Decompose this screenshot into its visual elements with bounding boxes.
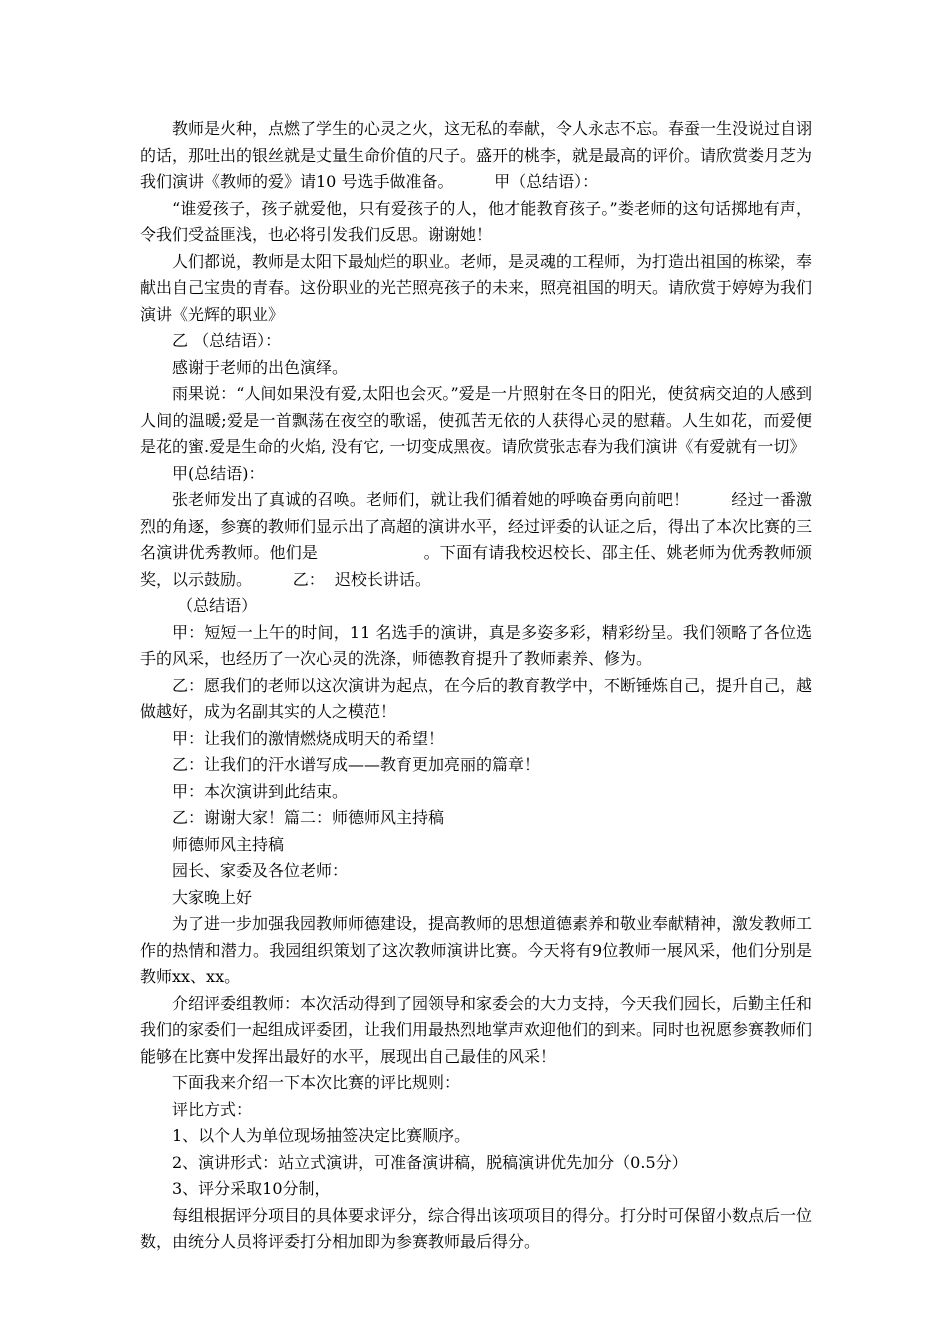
paragraph-judges: 介绍评委组教师：本次活动得到了园领导和家委会的大力支持，今天我们园长，后勤主任和我们的家委们一起组成评委团，让我们用最热烈地掌声欢迎他们的到来。同时也祝愿参赛教师们能够在比赛中发挥出最好的水平，展现出自己最佳的风采！ bbox=[140, 993, 813, 1066]
paragraph-jia-closing-1: 甲：短短一上午的时间，11 名选手的演讲，真是多姿多彩，精彩纷呈。我们领略了各位选手的风采，也经历了一次心灵的洗涤，师德教育提升了教师素养、修为。 bbox=[140, 622, 812, 668]
paragraph-rule-3: 3、评分采取10分制， bbox=[172, 1179, 331, 1198]
paragraph-jia-closing-2: 甲：让我们的激情燃烧成明天的希望！ bbox=[172, 728, 445, 748]
paragraph-awards: 张老师发出了真诚的召唤。老师们，就让我们循着她的呼唤奋勇向前吧！ 经过一番激烈的角逐，参赛的教师们显示出了高超的演讲水平，经过评委的认证之后，得出了本次比赛的三名演讲优秀教师。他们是 。下面有请我校迟校长、邵主任、姚老师为优秀教师颁奖，以示鼓励。 乙： 迟校长讲话。 bbox=[140, 490, 813, 589]
paragraph-purpose: 为了进一步加强我园教师师德建设，提高教师的思想道德素养和敬业奉献精神，激发教师工作的热情和潜力。我园组织策划了这次教师演讲比赛。今天将有9位教师一展风采，他们分别是教师xx、xx。 bbox=[140, 914, 813, 986]
paragraph-greeting-audience: 园长、家委及各位老师： bbox=[172, 861, 349, 880]
paragraph-jia-summary-label: 甲(总结语)： bbox=[172, 463, 265, 483]
paragraph-yi-thanks: 乙：谢谢大家！篇二：师德师风主持稿 bbox=[172, 808, 445, 827]
paragraph-method-label: 评比方式： bbox=[172, 1099, 253, 1119]
paragraph-rule-2: 2、演讲形式：站立式演讲，可准备演讲稿，脱稿演讲优先加分（0.5分） bbox=[172, 1152, 688, 1172]
paragraph-summary-label: （总结语） bbox=[172, 596, 258, 615]
paragraph-intro-lou: 教师是火种，点燃了学生的心灵之火，这无私的奉献，令人永志不忘。春蚕一生没说过自诩的话，那吐出的银丝就是丈量生命价值的尺子。盛开的桃李，就是最高的评价。请欣赏娄月芝为我们演讲《教师的爱》请10 号选手做准备。 甲（总结语）： bbox=[140, 119, 813, 191]
paragraph-rules-intro: 下面我来介绍一下本次比赛的评比规则： bbox=[172, 1073, 461, 1092]
paragraph-intro-yu: 人们都说，教师是太阳下最灿烂的职业。老师，是灵魂的工程师，为打造出祖国的栋梁，奉献出自己宝贵的青春。这份职业的光芒照亮孩子的未来，照亮祖国的明天。请欣赏于婷婷为我们演讲《光辉的职业》 bbox=[140, 251, 813, 324]
paragraph-thanks-yu: 感谢于老师的出色演绎。 bbox=[172, 357, 349, 377]
paragraph-quote-love-children: “谁爱孩子，孩子就爱他，只有爱孩子的人，他才能教育孩子。”娄老师的这句话掷地有声，令我们受益匪浅，也必将引发我们反思。谢谢她！ bbox=[140, 198, 812, 244]
paragraph-yi-summary-label: 乙 （总结语）： bbox=[172, 331, 282, 350]
paragraph-yi-closing-2: 乙：让我们的汗水谱写成——教育更加亮丽的篇章！ bbox=[172, 755, 541, 774]
document-body bbox=[140, 116, 812, 1256]
paragraph-jia-end: 甲：本次演讲到此结束。 bbox=[172, 781, 349, 801]
paragraph-yi-closing-1: 乙：愿我们的老师以这次演讲为起点，在今后的教育教学中，不断锤炼自己，提升自己，越做越好，成为名副其实的人之模范！ bbox=[140, 675, 813, 721]
paragraph-section-title: 师德师风主持稿 bbox=[172, 834, 285, 854]
paragraph-scoring: 每组根据评分项目的具体要求评分，综合得出该项项目的得分。打分时可保留小数点后一位数，由统分人员将评委打分相加即为参赛教师最后得分。 bbox=[140, 1205, 813, 1251]
paragraph-good-evening: 大家晚上好 bbox=[172, 887, 253, 907]
paragraph-rule-1: 1、以个人为单位现场抽签决定比赛顺序。 bbox=[172, 1126, 471, 1145]
paragraph-hugo-quote: 雨果说：“人间如果没有爱,太阳也会灭。”爱是一片照射在冬日的阳光，使贫病交迫的人感到人间的温暖;爱是一首飘荡在夜空的歌谣，使孤苦无依的人获得心灵的慰藉。人生如花，而爱便是花的蜜.爱是生命的火焰, 没有它, 一切变成黑夜。请欣赏张志春为我们演讲《有爱就有一切》 bbox=[140, 384, 812, 456]
